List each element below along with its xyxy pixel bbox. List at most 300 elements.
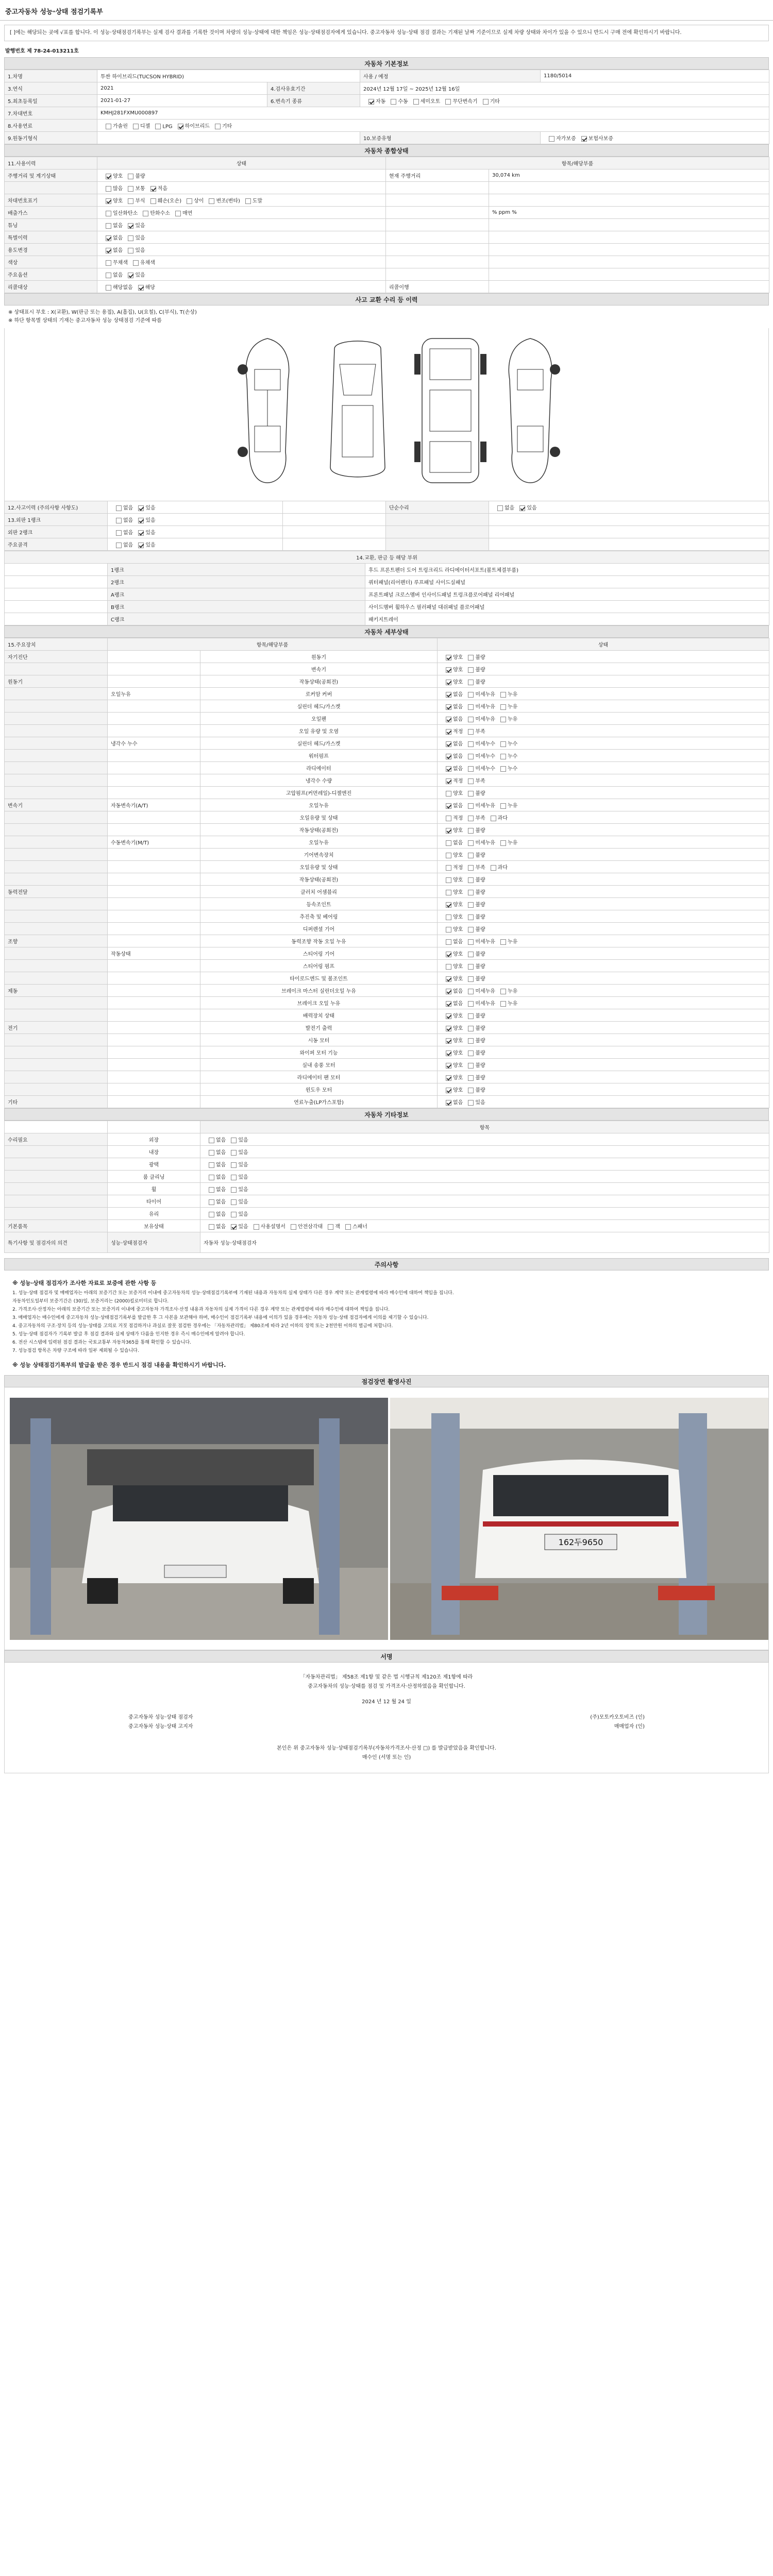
checkbox-option[interactable] <box>463 912 485 920</box>
checkbox-option[interactable] <box>463 801 495 809</box>
checkbox-option[interactable] <box>441 677 463 685</box>
checkbox-option[interactable] <box>463 690 495 698</box>
empty-box-icon[interactable] <box>187 198 192 204</box>
checkbox-option[interactable] <box>463 1061 485 1069</box>
checkbox-option[interactable] <box>111 503 133 511</box>
empty-box-icon[interactable] <box>468 1038 474 1044</box>
checked-box-icon[interactable] <box>446 692 451 698</box>
checkbox-option[interactable] <box>111 516 133 523</box>
empty-box-icon[interactable] <box>500 692 506 698</box>
empty-box-icon[interactable] <box>500 704 506 710</box>
empty-box-icon[interactable] <box>468 741 474 747</box>
empty-box-icon[interactable] <box>446 865 451 871</box>
empty-box-icon[interactable] <box>468 692 474 698</box>
checkbox-option[interactable] <box>463 727 485 735</box>
checkbox-option[interactable] <box>226 1197 248 1205</box>
checked-box-icon[interactable] <box>446 766 451 772</box>
empty-box-icon[interactable] <box>468 816 474 821</box>
checkbox-option[interactable] <box>544 134 576 142</box>
checkbox-option[interactable] <box>463 987 495 994</box>
empty-box-icon[interactable] <box>209 1138 214 1143</box>
checkbox-option[interactable] <box>441 937 463 945</box>
empty-box-icon[interactable] <box>116 530 122 536</box>
checkbox-option[interactable] <box>463 875 485 883</box>
empty-box-icon[interactable] <box>209 1187 214 1193</box>
checkbox-option[interactable] <box>441 987 463 994</box>
checkbox-option[interactable] <box>133 528 155 536</box>
checkbox-option[interactable] <box>441 801 463 809</box>
checkbox-option[interactable] <box>210 122 232 129</box>
empty-box-icon[interactable] <box>116 543 122 548</box>
checked-box-icon[interactable] <box>138 530 144 536</box>
checked-box-icon[interactable] <box>446 1100 451 1106</box>
checkbox-option[interactable] <box>463 739 495 747</box>
checkbox-option[interactable] <box>323 1222 340 1230</box>
empty-box-icon[interactable] <box>446 939 451 945</box>
empty-box-icon[interactable] <box>468 655 474 660</box>
empty-box-icon[interactable] <box>150 198 156 204</box>
checkbox-option[interactable] <box>441 962 463 970</box>
checkbox-option[interactable] <box>226 1160 248 1168</box>
empty-box-icon[interactable] <box>468 840 474 846</box>
checkbox-option[interactable] <box>463 851 485 858</box>
checkbox-option[interactable] <box>441 863 463 871</box>
empty-box-icon[interactable] <box>468 1026 474 1031</box>
checkbox-option[interactable] <box>478 97 500 105</box>
checked-box-icon[interactable] <box>446 1050 451 1056</box>
checkbox-option[interactable] <box>226 1136 248 1143</box>
checkbox-option[interactable] <box>408 97 441 105</box>
checked-box-icon[interactable] <box>446 828 451 834</box>
checkbox-option[interactable] <box>463 863 485 871</box>
checkbox-option[interactable] <box>204 1173 226 1180</box>
checkbox-option[interactable] <box>463 1036 485 1044</box>
checked-box-icon[interactable] <box>446 704 451 710</box>
empty-box-icon[interactable] <box>128 235 133 241</box>
empty-box-icon[interactable] <box>468 964 474 970</box>
empty-box-icon[interactable] <box>549 136 554 142</box>
checked-box-icon[interactable] <box>446 754 451 759</box>
checkbox-option[interactable] <box>441 1024 463 1031</box>
checked-box-icon[interactable] <box>106 174 111 179</box>
empty-box-icon[interactable] <box>328 1224 333 1230</box>
checkbox-option[interactable] <box>204 1222 226 1230</box>
empty-box-icon[interactable] <box>106 273 111 278</box>
empty-box-icon[interactable] <box>116 505 122 511</box>
checkbox-option[interactable] <box>100 258 128 266</box>
checkbox-option[interactable] <box>463 838 495 846</box>
empty-box-icon[interactable] <box>446 840 451 846</box>
checkbox-option[interactable] <box>576 134 613 142</box>
checkbox-option[interactable] <box>100 246 123 253</box>
checked-box-icon[interactable] <box>446 952 451 957</box>
checkbox-option[interactable] <box>441 739 463 747</box>
checkbox-option[interactable] <box>441 851 463 858</box>
checkbox-option[interactable] <box>441 1098 463 1106</box>
empty-box-icon[interactable] <box>468 877 474 883</box>
empty-box-icon[interactable] <box>500 741 506 747</box>
checkbox-option[interactable] <box>170 209 192 216</box>
checkbox-option[interactable] <box>240 196 262 204</box>
empty-box-icon[interactable] <box>231 1175 237 1180</box>
empty-box-icon[interactable] <box>128 186 133 192</box>
checkbox-option[interactable] <box>495 838 517 846</box>
checkbox-option[interactable] <box>204 1210 226 1217</box>
empty-box-icon[interactable] <box>231 1212 237 1217</box>
empty-box-icon[interactable] <box>468 939 474 945</box>
checkbox-option[interactable] <box>385 97 408 105</box>
checkbox-option[interactable] <box>123 270 145 278</box>
checked-box-icon[interactable] <box>106 198 111 204</box>
empty-box-icon[interactable] <box>106 223 111 229</box>
checkbox-option[interactable] <box>111 540 133 548</box>
checkbox-option[interactable] <box>173 122 210 129</box>
checked-box-icon[interactable] <box>446 803 451 809</box>
checkbox-option[interactable] <box>441 653 463 660</box>
empty-box-icon[interactable] <box>231 1150 237 1156</box>
empty-box-icon[interactable] <box>446 816 451 821</box>
empty-box-icon[interactable] <box>500 1001 506 1007</box>
checkbox-option[interactable] <box>495 801 517 809</box>
checkbox-option[interactable] <box>441 1061 463 1069</box>
checkbox-option[interactable] <box>100 270 123 278</box>
checkbox-option[interactable] <box>340 1222 367 1230</box>
checked-box-icon[interactable] <box>231 1224 237 1230</box>
checkbox-option[interactable] <box>226 1148 248 1156</box>
checked-box-icon[interactable] <box>581 136 587 142</box>
checkbox-option[interactable] <box>226 1210 248 1217</box>
checkbox-option[interactable] <box>463 752 495 759</box>
checkbox-option[interactable] <box>248 1222 285 1230</box>
empty-box-icon[interactable] <box>468 1013 474 1019</box>
empty-box-icon[interactable] <box>345 1224 351 1230</box>
checkbox-option[interactable] <box>441 1073 463 1081</box>
checked-box-icon[interactable] <box>138 518 144 523</box>
checkbox-option[interactable] <box>441 999 463 1007</box>
checkbox-option[interactable] <box>463 677 485 685</box>
empty-box-icon[interactable] <box>143 211 148 216</box>
checkbox-option[interactable] <box>463 789 485 796</box>
checkbox-option[interactable] <box>441 752 463 759</box>
empty-box-icon[interactable] <box>491 816 496 821</box>
checkbox-option[interactable] <box>441 925 463 933</box>
checkbox-option[interactable] <box>495 999 517 1007</box>
checked-box-icon[interactable] <box>138 285 144 291</box>
empty-box-icon[interactable] <box>468 1088 474 1093</box>
checkbox-option[interactable] <box>441 826 463 834</box>
empty-box-icon[interactable] <box>468 754 474 759</box>
empty-box-icon[interactable] <box>468 828 474 834</box>
empty-box-icon[interactable] <box>133 124 139 129</box>
empty-box-icon[interactable] <box>500 766 506 772</box>
checkbox-option[interactable] <box>463 950 485 957</box>
empty-box-icon[interactable] <box>500 717 506 722</box>
empty-box-icon[interactable] <box>446 853 451 858</box>
checkbox-option[interactable] <box>441 814 463 821</box>
empty-box-icon[interactable] <box>116 518 122 523</box>
empty-box-icon[interactable] <box>231 1187 237 1193</box>
checkbox-option[interactable] <box>495 937 517 945</box>
empty-box-icon[interactable] <box>468 667 474 673</box>
empty-box-icon[interactable] <box>106 285 111 291</box>
checkbox-option[interactable] <box>441 888 463 895</box>
empty-box-icon[interactable] <box>155 124 161 129</box>
checkbox-option[interactable] <box>463 814 485 821</box>
empty-box-icon[interactable] <box>497 505 503 511</box>
checked-box-icon[interactable] <box>446 976 451 982</box>
empty-box-icon[interactable] <box>446 877 451 883</box>
checkbox-option[interactable] <box>204 1136 226 1143</box>
checkbox-option[interactable] <box>226 1173 248 1180</box>
empty-box-icon[interactable] <box>106 260 111 266</box>
checkbox-option[interactable] <box>441 912 463 920</box>
empty-box-icon[interactable] <box>468 704 474 710</box>
checkbox-option[interactable] <box>133 503 155 511</box>
checked-box-icon[interactable] <box>138 543 144 548</box>
checkbox-option[interactable] <box>495 987 517 994</box>
checked-box-icon[interactable] <box>128 273 133 278</box>
checkbox-option[interactable] <box>123 184 145 192</box>
checkbox-option[interactable] <box>123 172 145 179</box>
empty-box-icon[interactable] <box>500 939 506 945</box>
checkbox-option[interactable] <box>463 1011 485 1019</box>
empty-box-icon[interactable] <box>468 1001 474 1007</box>
empty-box-icon[interactable] <box>106 124 111 129</box>
empty-box-icon[interactable] <box>231 1199 237 1205</box>
checkbox-option[interactable] <box>463 1048 485 1056</box>
empty-box-icon[interactable] <box>468 890 474 895</box>
checkbox-option[interactable] <box>133 283 155 291</box>
checkbox-option[interactable] <box>441 702 463 710</box>
checkbox-option[interactable] <box>495 702 517 710</box>
checkbox-option[interactable] <box>463 937 495 945</box>
checkbox-option[interactable] <box>441 1048 463 1056</box>
checkbox-option[interactable] <box>441 900 463 908</box>
checkbox-option[interactable] <box>100 221 123 229</box>
checkbox-option[interactable] <box>145 196 181 204</box>
empty-box-icon[interactable] <box>446 890 451 895</box>
empty-box-icon[interactable] <box>128 248 133 253</box>
empty-box-icon[interactable] <box>468 803 474 809</box>
checkbox-option[interactable] <box>463 1073 485 1081</box>
checkbox-option[interactable] <box>495 752 517 759</box>
checked-box-icon[interactable] <box>446 717 451 722</box>
checkbox-option[interactable] <box>441 789 463 796</box>
empty-box-icon[interactable] <box>215 124 221 129</box>
empty-box-icon[interactable] <box>446 791 451 796</box>
empty-box-icon[interactable] <box>468 927 474 933</box>
empty-box-icon[interactable] <box>175 211 181 216</box>
empty-box-icon[interactable] <box>209 1150 214 1156</box>
empty-box-icon[interactable] <box>133 260 139 266</box>
empty-box-icon[interactable] <box>209 1175 214 1180</box>
empty-box-icon[interactable] <box>468 778 474 784</box>
checked-box-icon[interactable] <box>446 1063 451 1069</box>
checkbox-option[interactable] <box>463 1086 485 1093</box>
checkbox-option[interactable] <box>463 888 485 895</box>
checkbox-option[interactable] <box>495 715 517 722</box>
checkbox-option[interactable] <box>463 999 495 1007</box>
empty-box-icon[interactable] <box>468 902 474 908</box>
empty-box-icon[interactable] <box>468 791 474 796</box>
empty-box-icon[interactable] <box>468 853 474 858</box>
checkbox-option[interactable] <box>226 1185 248 1193</box>
empty-box-icon[interactable] <box>391 99 396 105</box>
empty-box-icon[interactable] <box>468 729 474 735</box>
checkbox-option[interactable] <box>441 690 463 698</box>
empty-box-icon[interactable] <box>209 1224 214 1230</box>
empty-box-icon[interactable] <box>128 174 133 179</box>
checkbox-option[interactable] <box>463 962 485 970</box>
empty-box-icon[interactable] <box>291 1224 296 1230</box>
checkbox-option[interactable] <box>463 653 485 660</box>
checkbox-option[interactable] <box>204 1160 226 1168</box>
empty-box-icon[interactable] <box>254 1224 259 1230</box>
checkbox-option[interactable] <box>138 209 170 216</box>
checked-box-icon[interactable] <box>128 223 133 229</box>
checkbox-option[interactable] <box>463 702 495 710</box>
empty-box-icon[interactable] <box>500 840 506 846</box>
empty-box-icon[interactable] <box>468 1063 474 1069</box>
checked-box-icon[interactable] <box>368 99 374 105</box>
checkbox-option[interactable] <box>100 283 133 291</box>
empty-box-icon[interactable] <box>500 754 506 759</box>
checkbox-option[interactable] <box>204 196 240 204</box>
checked-box-icon[interactable] <box>446 1038 451 1044</box>
checkbox-option[interactable] <box>100 209 138 216</box>
checkbox-option[interactable] <box>441 1036 463 1044</box>
empty-box-icon[interactable] <box>446 927 451 933</box>
checked-box-icon[interactable] <box>446 655 451 660</box>
empty-box-icon[interactable] <box>209 1212 214 1217</box>
empty-box-icon[interactable] <box>445 99 451 105</box>
checkbox-option[interactable] <box>128 258 155 266</box>
empty-box-icon[interactable] <box>209 198 214 204</box>
checkbox-option[interactable] <box>441 950 463 957</box>
empty-box-icon[interactable] <box>491 865 496 871</box>
checkbox-option[interactable] <box>495 764 517 772</box>
empty-box-icon[interactable] <box>468 865 474 871</box>
checkbox-option[interactable] <box>441 665 463 673</box>
empty-box-icon[interactable] <box>231 1138 237 1143</box>
checkbox-option[interactable] <box>441 838 463 846</box>
checkbox-option[interactable] <box>123 196 145 204</box>
checked-box-icon[interactable] <box>446 667 451 673</box>
checkbox-option[interactable] <box>463 1024 485 1031</box>
checkbox-option[interactable] <box>181 196 204 204</box>
empty-box-icon[interactable] <box>106 186 111 192</box>
checkbox-option[interactable] <box>363 97 385 105</box>
checked-box-icon[interactable] <box>446 1075 451 1081</box>
checkbox-option[interactable] <box>441 764 463 772</box>
empty-box-icon[interactable] <box>209 1199 214 1205</box>
empty-box-icon[interactable] <box>128 198 133 204</box>
checkbox-option[interactable] <box>285 1222 323 1230</box>
checkbox-option[interactable] <box>123 221 145 229</box>
checkbox-option[interactable] <box>204 1148 226 1156</box>
checkbox-option[interactable] <box>485 863 508 871</box>
checkbox-option[interactable] <box>463 764 495 772</box>
checkbox-option[interactable] <box>495 739 517 747</box>
checkbox-option[interactable] <box>495 690 517 698</box>
empty-box-icon[interactable] <box>446 964 451 970</box>
checkbox-option[interactable] <box>463 900 485 908</box>
checkbox-option[interactable] <box>100 233 123 241</box>
checkbox-option[interactable] <box>123 246 145 253</box>
checkbox-option[interactable] <box>204 1185 226 1193</box>
checked-box-icon[interactable] <box>519 505 525 511</box>
checkbox-option[interactable] <box>485 814 508 821</box>
empty-box-icon[interactable] <box>468 766 474 772</box>
empty-box-icon[interactable] <box>500 989 506 994</box>
checked-box-icon[interactable] <box>446 989 451 994</box>
checkbox-option[interactable] <box>100 184 123 192</box>
checked-box-icon[interactable] <box>446 1026 451 1031</box>
empty-box-icon[interactable] <box>468 1075 474 1081</box>
empty-box-icon[interactable] <box>468 914 474 920</box>
checkbox-option[interactable] <box>441 715 463 722</box>
empty-box-icon[interactable] <box>468 1050 474 1056</box>
empty-box-icon[interactable] <box>468 989 474 994</box>
empty-box-icon[interactable] <box>500 803 506 809</box>
checked-box-icon[interactable] <box>446 1001 451 1007</box>
checkbox-option[interactable] <box>463 715 495 722</box>
checked-box-icon[interactable] <box>446 1088 451 1093</box>
checkbox-option[interactable] <box>514 503 536 511</box>
checkbox-option[interactable] <box>226 1222 248 1230</box>
checkbox-option[interactable] <box>463 1098 485 1106</box>
checked-box-icon[interactable] <box>446 1013 451 1019</box>
checked-box-icon[interactable] <box>138 505 144 511</box>
empty-box-icon[interactable] <box>209 1162 214 1168</box>
checked-box-icon[interactable] <box>446 680 451 685</box>
checkbox-option[interactable] <box>463 974 485 982</box>
checkbox-option[interactable] <box>133 516 155 523</box>
checkbox-option[interactable] <box>123 233 145 241</box>
checkbox-option[interactable] <box>145 184 167 192</box>
empty-box-icon[interactable] <box>231 1162 237 1168</box>
checkbox-option[interactable] <box>492 503 514 511</box>
checkbox-option[interactable] <box>441 974 463 982</box>
checkbox-option[interactable] <box>441 1086 463 1093</box>
checkbox-option[interactable] <box>441 1011 463 1019</box>
checkbox-option[interactable] <box>150 124 172 130</box>
empty-box-icon[interactable] <box>468 976 474 982</box>
checkbox-option[interactable] <box>100 196 123 204</box>
checkbox-option[interactable] <box>100 172 123 179</box>
checkbox-option[interactable] <box>440 97 477 105</box>
empty-box-icon[interactable] <box>468 680 474 685</box>
empty-box-icon[interactable] <box>483 99 489 105</box>
checkbox-option[interactable] <box>441 727 463 735</box>
checked-box-icon[interactable] <box>106 235 111 241</box>
checkbox-option[interactable] <box>204 1197 226 1205</box>
empty-box-icon[interactable] <box>413 99 419 105</box>
checked-box-icon[interactable] <box>150 186 156 192</box>
checked-box-icon[interactable] <box>446 902 451 908</box>
checkbox-option[interactable] <box>463 826 485 834</box>
checkbox-option[interactable] <box>100 122 128 129</box>
checked-box-icon[interactable] <box>446 729 451 735</box>
checkbox-option[interactable] <box>111 528 133 536</box>
checkbox-option[interactable] <box>463 776 485 784</box>
checked-box-icon[interactable] <box>446 741 451 747</box>
empty-box-icon[interactable] <box>106 211 111 216</box>
checkbox-option[interactable] <box>128 122 150 129</box>
checked-box-icon[interactable] <box>178 124 183 129</box>
empty-box-icon[interactable] <box>468 952 474 957</box>
checkbox-option[interactable] <box>441 776 463 784</box>
